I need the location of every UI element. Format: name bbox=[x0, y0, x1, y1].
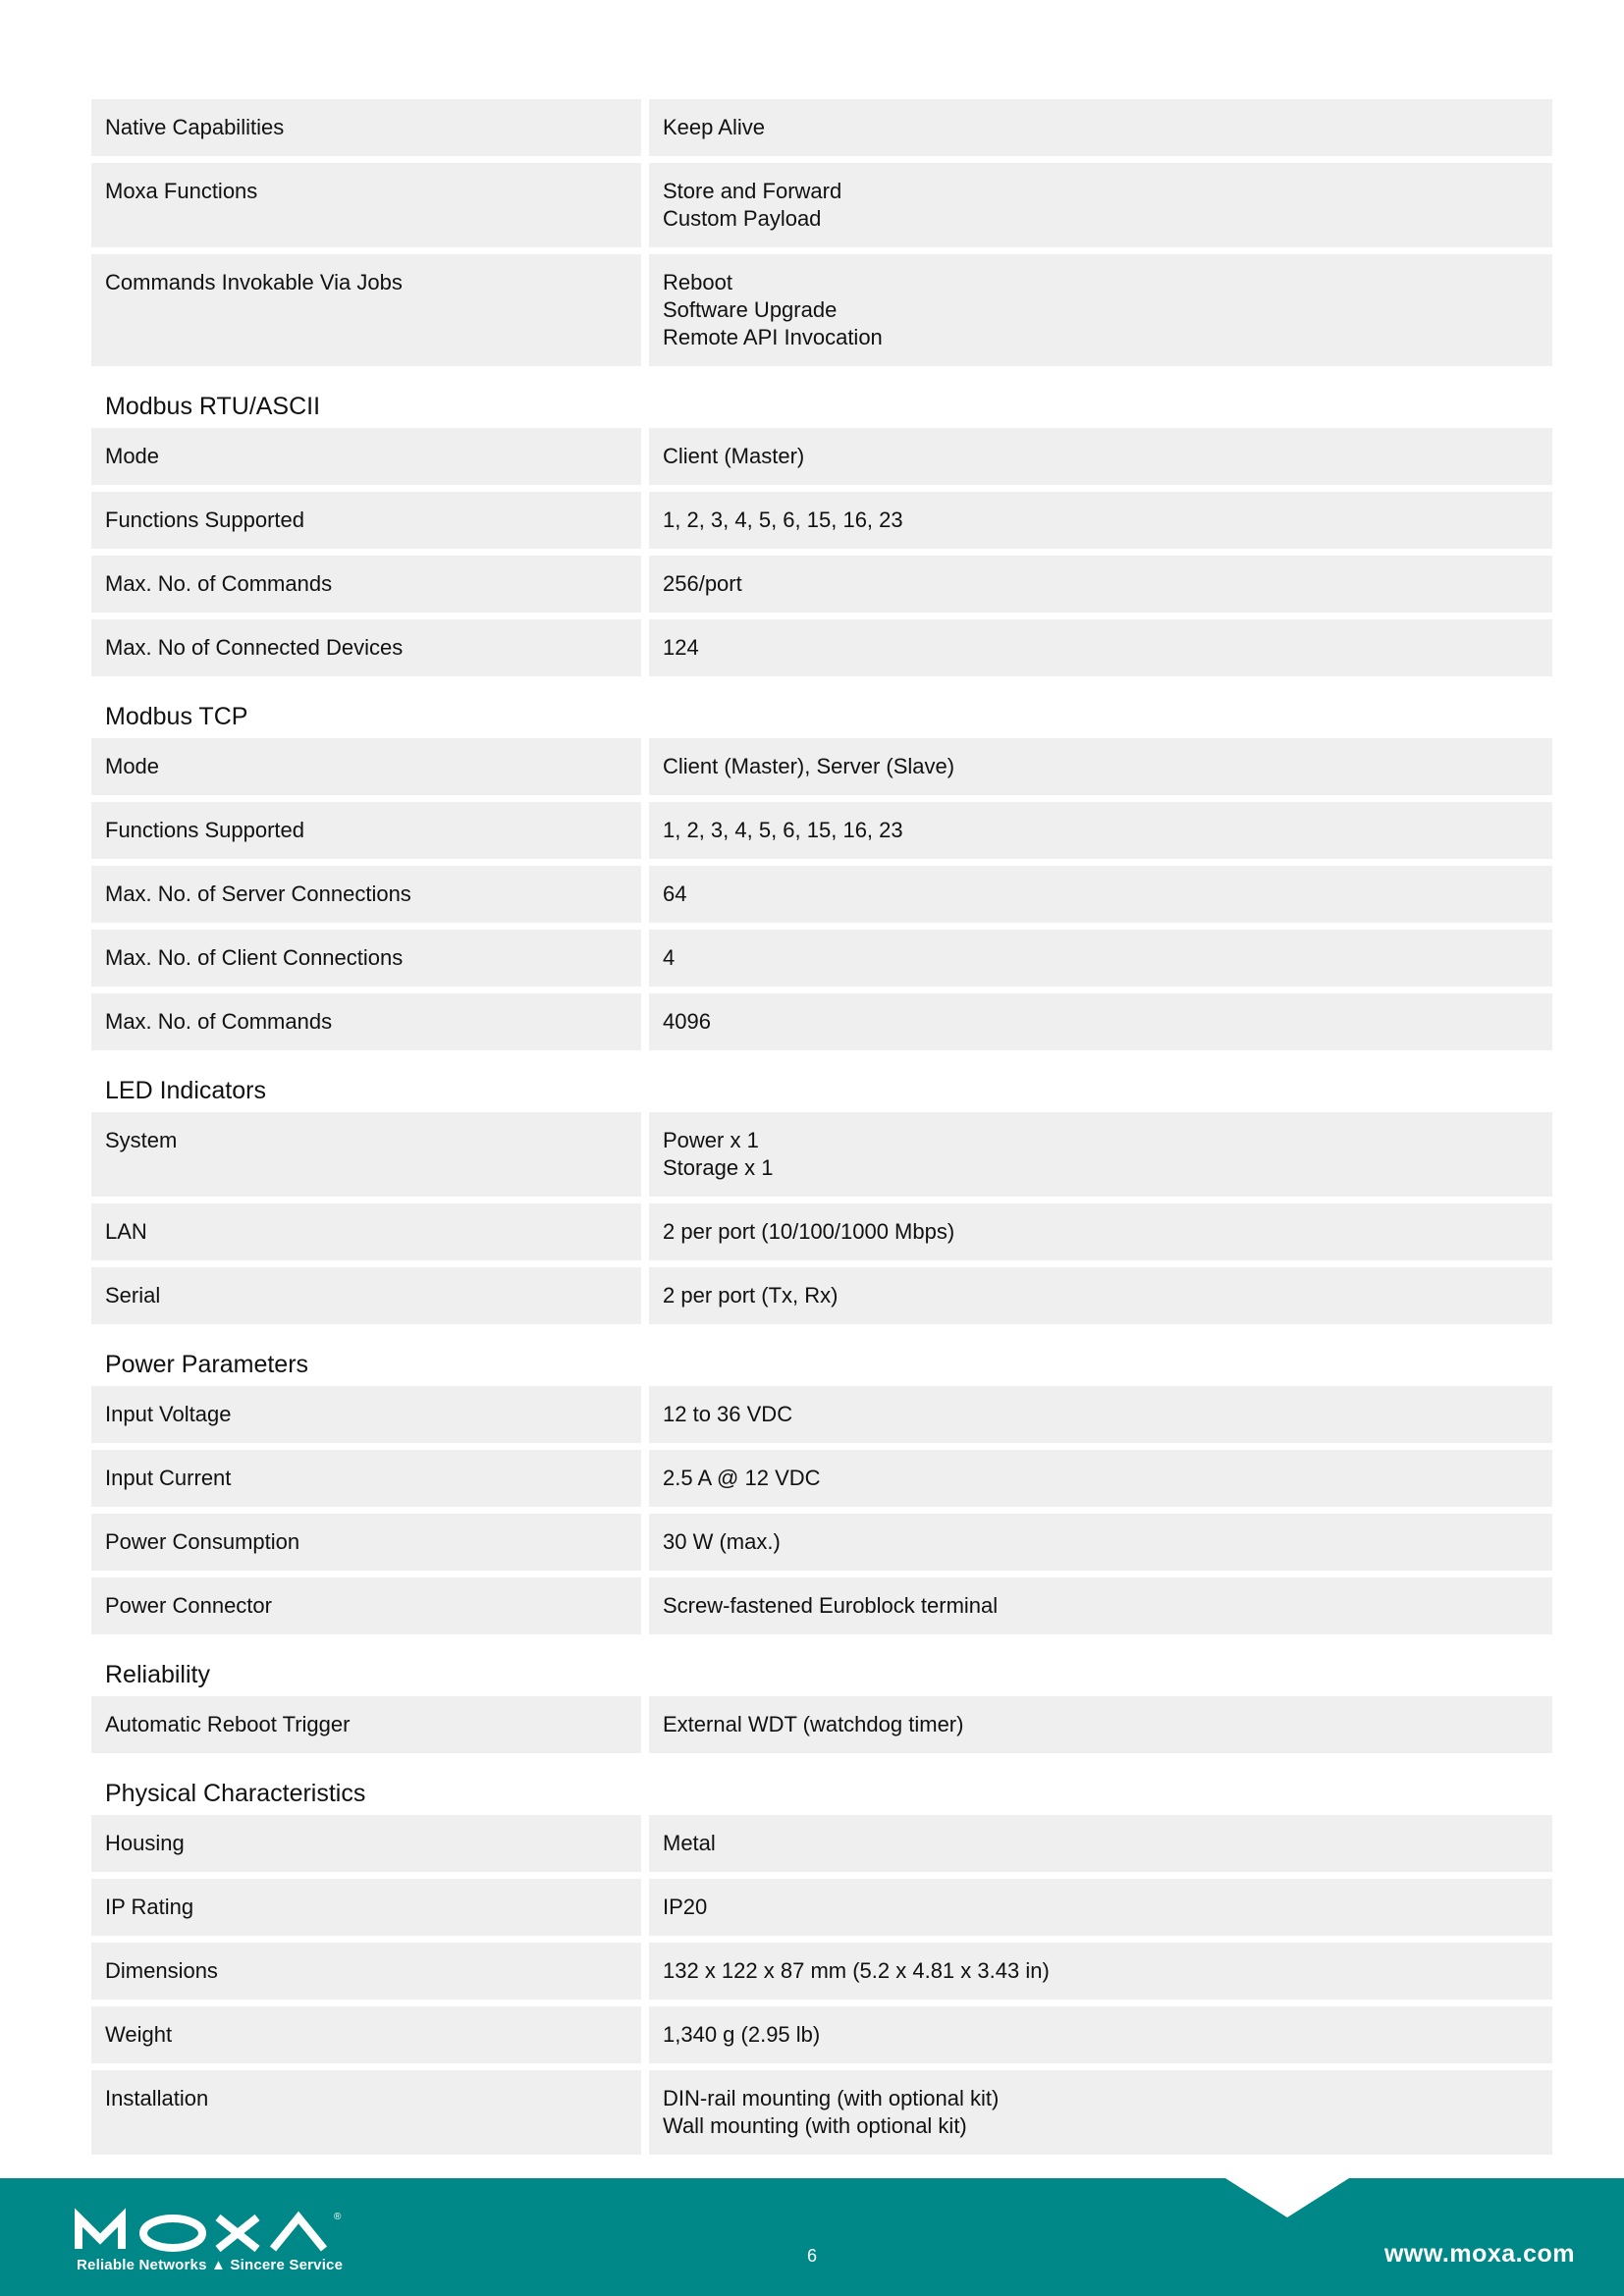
spec-row bbox=[91, 802, 1552, 859]
spec-row bbox=[91, 163, 1552, 247]
section-title: LED Indicators bbox=[105, 1077, 266, 1104]
spec-label: Power Connector bbox=[91, 1577, 641, 1634]
spec-value bbox=[649, 1879, 1552, 1936]
spec-value-line: 132 x 122 x 87 mm (5.2 x 4.81 x 3.43 in) bbox=[663, 1958, 1050, 1983]
spec-label: Max. No. of Commands bbox=[91, 556, 641, 613]
spec-label: Functions Supported bbox=[91, 802, 641, 859]
spec-value bbox=[649, 99, 1552, 156]
spec-value-line: Storage x 1 bbox=[663, 1155, 774, 1180]
spec-value-line: 2 per port (Tx, Rx) bbox=[663, 1283, 839, 1308]
spec-value bbox=[649, 1943, 1552, 2000]
spec-row bbox=[91, 866, 1552, 923]
spec-row bbox=[91, 1112, 1552, 1197]
spec-value bbox=[649, 556, 1552, 613]
spec-label: Max. No. of Client Connections bbox=[91, 930, 641, 987]
spec-value-line: 12 to 36 VDC bbox=[663, 1402, 793, 1426]
spec-row bbox=[91, 492, 1552, 549]
spec-row bbox=[91, 1450, 1552, 1507]
section-title: Physical Characteristics bbox=[105, 1780, 366, 1807]
spec-value-line: 1,340 g (2.95 lb) bbox=[663, 2022, 821, 2047]
section-title: Reliability bbox=[105, 1661, 210, 1688]
page-number: 6 bbox=[806, 2246, 817, 2266]
spec-row bbox=[91, 99, 1552, 156]
spec-value-line: 2 per port (10/100/1000 Mbps) bbox=[663, 1219, 955, 1244]
spec-value bbox=[649, 930, 1552, 987]
spec-value bbox=[649, 2070, 1552, 2155]
spec-value-line: Remote API Invocation bbox=[663, 325, 883, 349]
spec-value bbox=[649, 738, 1552, 795]
spec-row bbox=[91, 1386, 1552, 1443]
spec-label: Automatic Reboot Trigger bbox=[91, 1696, 641, 1753]
spec-value bbox=[649, 1112, 1552, 1197]
spec-row bbox=[91, 428, 1552, 485]
spec-value bbox=[649, 163, 1552, 247]
spec-row bbox=[91, 1943, 1552, 2000]
spec-row bbox=[91, 556, 1552, 613]
section-title: Power Parameters bbox=[105, 1351, 309, 1378]
footer-notch bbox=[1225, 2178, 1349, 2217]
spec-row bbox=[91, 619, 1552, 676]
spec-value-line: 64 bbox=[663, 881, 687, 906]
spec-row bbox=[91, 1267, 1552, 1324]
spec-value-line: Client (Master) bbox=[663, 444, 805, 468]
spec-label: Power Consumption bbox=[91, 1514, 641, 1571]
spec-row bbox=[91, 254, 1552, 366]
spec-row bbox=[91, 1696, 1552, 1753]
spec-label: Installation bbox=[91, 2070, 641, 2155]
spec-value-line: Metal bbox=[663, 1831, 716, 1855]
spec-label: Max. No. of Server Connections bbox=[91, 866, 641, 923]
spec-value-line: 1, 2, 3, 4, 5, 6, 15, 16, 23 bbox=[663, 507, 903, 532]
spec-value bbox=[649, 1267, 1552, 1324]
spec-table bbox=[91, 99, 1552, 2162]
spec-label: Commands Invokable Via Jobs bbox=[91, 254, 641, 366]
spec-value-line: External WDT (watchdog timer) bbox=[663, 1712, 964, 1736]
spec-value bbox=[649, 428, 1552, 485]
spec-label: Native Capabilities bbox=[91, 99, 641, 156]
spec-value-line: Store and Forward bbox=[663, 179, 842, 203]
spec-value-line: Software Upgrade bbox=[663, 297, 838, 322]
spec-value-line: 4 bbox=[663, 945, 676, 970]
svg-text:®: ® bbox=[334, 2212, 342, 2222]
spec-row bbox=[91, 1514, 1552, 1571]
spec-value-line: Power x 1 bbox=[663, 1128, 759, 1152]
spec-label: Serial bbox=[91, 1267, 641, 1324]
spec-row bbox=[91, 993, 1552, 1050]
spec-value bbox=[649, 1577, 1552, 1634]
spec-label: Mode bbox=[91, 738, 641, 795]
spec-label: IP Rating bbox=[91, 1879, 641, 1936]
page-footer bbox=[0, 2178, 1624, 2296]
spec-value bbox=[649, 1386, 1552, 1443]
spec-value bbox=[649, 254, 1552, 366]
spec-row bbox=[91, 1203, 1552, 1260]
spec-row bbox=[91, 2070, 1552, 2155]
spec-value-line: 4096 bbox=[663, 1009, 711, 1034]
spec-value bbox=[649, 1696, 1552, 1753]
spec-label: Housing bbox=[91, 1815, 641, 1872]
spec-value bbox=[649, 802, 1552, 859]
spec-value-line: 30 W (max.) bbox=[663, 1529, 781, 1554]
spec-label: Functions Supported bbox=[91, 492, 641, 549]
spec-value bbox=[649, 1815, 1552, 1872]
spec-row bbox=[91, 930, 1552, 987]
spec-value-line: 1, 2, 3, 4, 5, 6, 15, 16, 23 bbox=[663, 818, 903, 842]
spec-row bbox=[91, 1879, 1552, 1936]
spec-value-line: 124 bbox=[663, 635, 699, 660]
spec-value-line: Wall mounting (with optional kit) bbox=[663, 2113, 967, 2138]
spec-value-line: Keep Alive bbox=[663, 115, 765, 139]
spec-label: Mode bbox=[91, 428, 641, 485]
spec-value-line: Screw-fastened Euroblock terminal bbox=[663, 1593, 999, 1618]
spec-value-line: Client (Master), Server (Slave) bbox=[663, 754, 955, 778]
spec-label: System bbox=[91, 1112, 641, 1197]
spec-label: Dimensions bbox=[91, 1943, 641, 2000]
spec-value-line: 256/port bbox=[663, 571, 742, 596]
spec-value bbox=[649, 1514, 1552, 1571]
spec-label: Moxa Functions bbox=[91, 163, 641, 247]
spec-value bbox=[649, 492, 1552, 549]
spec-label: Input Current bbox=[91, 1450, 641, 1507]
spec-value bbox=[649, 1203, 1552, 1260]
spec-label: LAN bbox=[91, 1203, 641, 1260]
spec-value-line: Custom Payload bbox=[663, 206, 822, 231]
spec-label: Input Voltage bbox=[91, 1386, 641, 1443]
spec-value bbox=[649, 1450, 1552, 1507]
spec-row bbox=[91, 738, 1552, 795]
tagline: Reliable Networks ▲ Sincere Service bbox=[77, 2257, 344, 2273]
spec-value-line: IP20 bbox=[663, 1895, 708, 1919]
section-title: Modbus RTU/ASCII bbox=[105, 393, 321, 420]
website-link[interactable]: www.moxa.com bbox=[1383, 2240, 1575, 2268]
spec-value-line: 2.5 A @ 12 VDC bbox=[663, 1466, 821, 1490]
spec-value bbox=[649, 2006, 1552, 2063]
spec-label: Max. No. of Commands bbox=[91, 993, 641, 1050]
spec-row bbox=[91, 1577, 1552, 1634]
spec-row bbox=[91, 2006, 1552, 2063]
spec-value-line: Reboot bbox=[663, 270, 732, 294]
spec-label: Weight bbox=[91, 2006, 641, 2063]
spec-value bbox=[649, 866, 1552, 923]
spec-row bbox=[91, 1815, 1552, 1872]
spec-value bbox=[649, 619, 1552, 676]
spec-value bbox=[649, 993, 1552, 1050]
spec-label: Max. No of Connected Devices bbox=[91, 619, 641, 676]
spec-value-line: DIN-rail mounting (with optional kit) bbox=[663, 2086, 1000, 2110]
section-title: Modbus TCP bbox=[105, 703, 248, 730]
